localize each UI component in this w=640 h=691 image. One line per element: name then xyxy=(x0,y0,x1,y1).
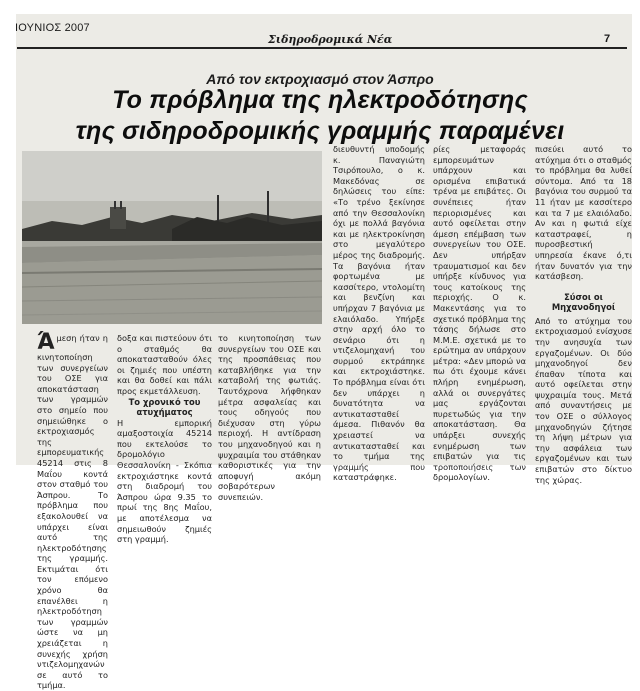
column-6-text-b: Από το ατύχημα του εκτροχιασμού ενίσχυσε την ανησυχία των εργαζομένων. Οι δύο μηχανοδηγοί δεν έπαθαν τίποτα και αυτό οφείλεται στην ψυχραιμία τους. Μετά από συναντήσεις με τον ΟΣΕ ο σύλλογος μηχανοδηγών ζήτησε τη λήψη μέτρων για την ασφάλεια των εργαζομένων και των επιβατών στο δίκτυο της χώρας. xyxy=(535,315,632,485)
article-kicker: Από τον εκτροχιασμό στον Άσπρο xyxy=(206,71,434,87)
article-column-3 xyxy=(218,333,321,502)
page-number: 7 xyxy=(604,33,611,45)
column-3-text: το κινητοποίηση των συνεργείων του ΟΣΕ και της προσπάθειας που καταβλήθηκε για την καταβολή της φωτιάς. Ταυτόχρονα λήφθηκαν μέτρα ασφαλείας και τους οδηγούς που διέχυσαν στη γύρω περιοχή. Η αντίδραση του μηχανοδηγού και η ψυχραιμία του στάθηκαν καθοριστικές για την αποφυγή ακόμη σοβαρότερων συνεπειών. xyxy=(218,333,321,502)
subheading-chronicle: Το χρονικό του ατυχήματος xyxy=(128,396,201,418)
column-5-text: ρίες μεταφοράς εμπορευμάτων υπάρχουν και ορισμένα επιβατικά τρένα με επιβάτες. Οι συνέπειες ήταν περιορισμένες και αυτό οφείλεται στην άμεση επέμβαση των συνεργείων του ΟΣΕ. Δεν υπήρξαν τραυματισμοί και δεν υπήρξε κίνδυνος για τους κατοίκους της περιοχής. Ο κ. Μακεντάσης για το σχετικό πρόβλημα της τάσης δήλωσε στο Μ.Μ.Ε. σχετικά με το ερώτημα αν υπάρχουν μέτρα: «Δεν μπορώ να πω ότι έχουμε κάνει πλήρη ενημέρωση, αλλά οι συνεργάτες μας εργάζονται πυρετωδώς για την αποκατάσταση. Θα υπάρξει συνεχής ενημέρωση των επιβατών για τις τροποποιήσεις των δρομολογίων. xyxy=(433,144,527,483)
header-rule xyxy=(17,47,627,49)
column-2-text-a: δοξα και πιστεύουν ότι ο σταθμός θα αποκατασταθούν όλες οι ζημιές που υπέστη και θα δοθεί και πάλι προς εκμετάλλευση. xyxy=(117,333,212,396)
column-2-text-b: Η εμπορική αμαξοστοιχία 45214 που εκτελούσε το δρομολόγιο Θεσσαλονίκη - Σκόπια εκτροχιάστηκε κοντά στη διαδρομή του Άσπρου ώρα 9.35 το πρωί της 8ης Μαΐου, με αποτέλεσμα να σημειωθούν ζημιές στη γραμμή. xyxy=(117,417,212,545)
column-6-text-a: πισεύει αυτό το ατύχημα ότι ο σταθμός το πρόβλημα θα λυθεί σύντομα. Από τα 18 βαγόνια του συρμού τα 11 ήταν με κασσίτερο και τα 7 με ελαιόλαδο. Αν και η φωτιά είχε καταστραφεί, η πυροσβεστική υπηρεσία έκανε ό,τι ήταν δυνατόν για την κατάσβεση. xyxy=(535,144,632,282)
article-column-2 xyxy=(117,333,212,545)
section-title: Σιδηροδρομικά Νέα xyxy=(268,33,393,46)
headline-line-2: της σιδηροδρομικής γραμμής παραμένει xyxy=(75,117,565,145)
derailment-photo xyxy=(22,151,322,324)
article-column-5 xyxy=(433,144,527,483)
article-column-6 xyxy=(535,144,632,485)
article-column-1 xyxy=(37,330,108,691)
drop-cap: Ά xyxy=(37,330,55,355)
issue-date: ΙΟΥΝΙΟΣ 2007 xyxy=(15,22,90,34)
column-1-text: μεση ήταν η κινητοποίηση των συνεργείων του ΟΣΕ για αποκατάσταση των γραμμών στο σημείο που σημειώθηκε ο εκτροχιασμός της εμπορευματικής 45214 στις 8 Μαΐου κοντά στον σταθμό του Άσπρου. Το πρόβλημα που εξακολουθεί να υπάρχει είναι αυτό της ηλεκτροδότησης της γραμμής. Εκτιμάται ότι τον επόμενο χρόνο θα επανέλθει η ηλεκτροδότηση των γραμμών ώστε να μη χρειάζεται η συνεχής χρήση ντιζελομηχανών σε αυτό το τμήμα. xyxy=(37,333,108,691)
column-4-text: διευθυντή υποδομής κ. Παναγιώτη Τσιρόπουλο, ο κ. Μακεδόνας σε δηλώσεις του είπε: «Το τρένο ξεκίνησε από την Θεσσαλονίκη όχι με πολλά βαγόνια και με ηλεκτροκίνηση στο μεγαλύτερο μέρος της διαδρομής. Τα βαγόνια ήταν φορτωμένα με κασσίτερο, ντολομίτη και βενζίνη και υπήρχαν 7 βαγόνια με ελαιόλαδο. Υπήρξε στην αρχή όλο το σενάριο ότι η ντιζελομηχανή του συρμού εκτράπηκε και εκτροχιάστηκε. Το πρόβλημα είναι ότι δεν υπάρχει η δυνατότητα να αντικατασταθεί άμεσα. Πιθανόν θα χρειαστεί να αντικατασταθεί και το τμήμα της γραμμής που καταστράφηκε. xyxy=(333,144,425,483)
headline-line-1: Το πρόβλημα της ηλεκτροδότησης xyxy=(112,86,528,114)
subheading-drivers: Σύσοι οι Μηχανοδηγοί xyxy=(551,291,616,313)
article-column-4 xyxy=(333,144,425,483)
page-edge xyxy=(0,0,16,465)
